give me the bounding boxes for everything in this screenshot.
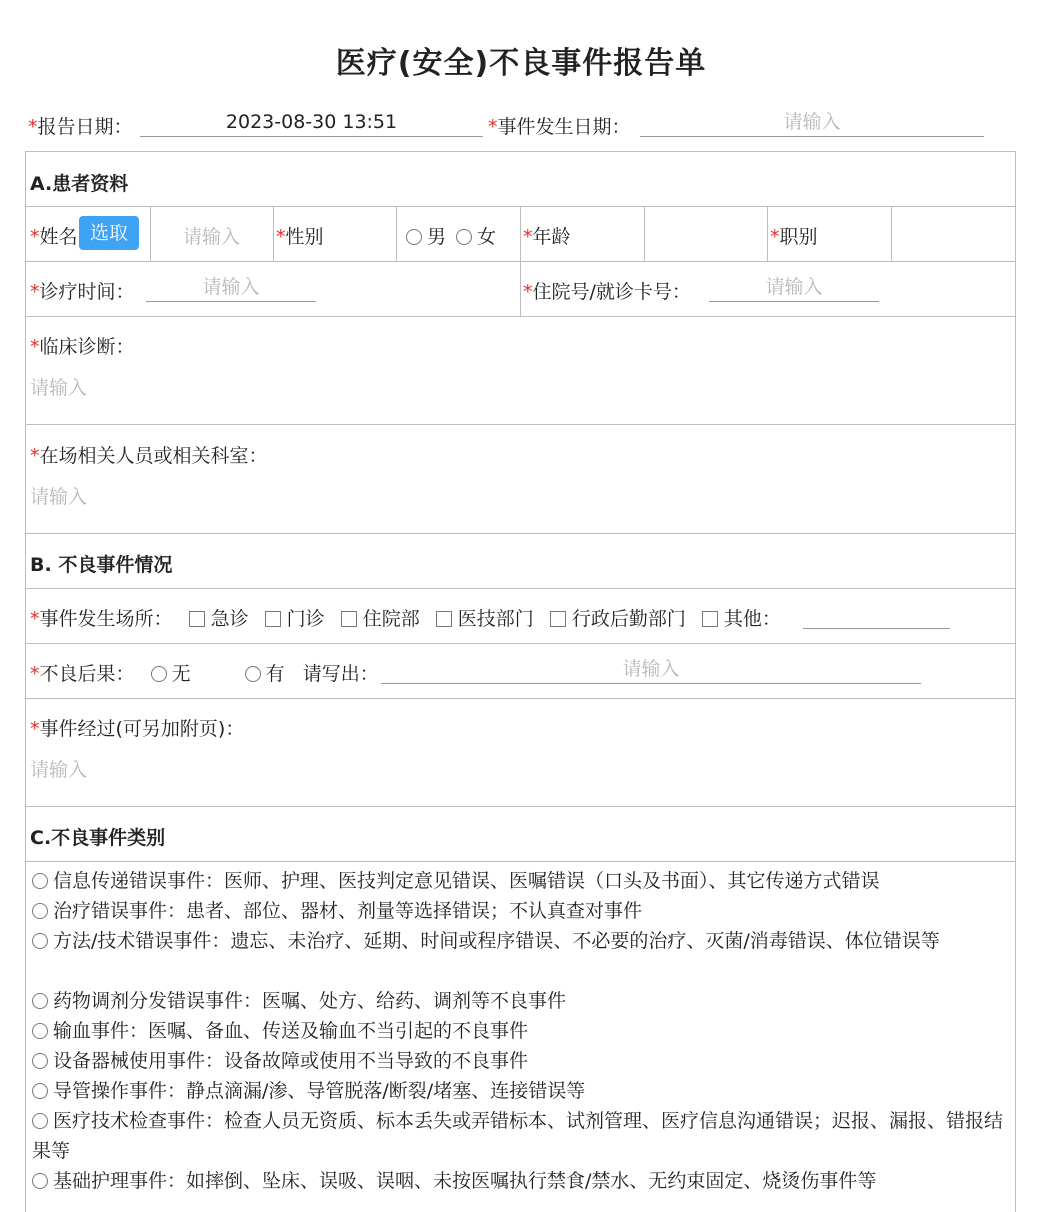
category-option-catheter[interactable]: 导管操作事件：静点滴漏/渗、导管脱落/断裂/堵塞、连接错误等 xyxy=(32,1076,1012,1106)
staff-input[interactable]: 请输入 xyxy=(30,486,88,508)
radio-icon xyxy=(32,903,48,919)
place-outpatient-option[interactable]: 门诊 xyxy=(265,608,325,630)
visit-time-input[interactable]: 请输入 xyxy=(146,273,316,302)
consequence-row: *不良后果： 无 有 请写出： xyxy=(30,663,379,685)
category-option-transfusion[interactable]: 输血事件：医嘱、备血、传送及输血不当引起的不良事件 xyxy=(32,1016,1012,1046)
hospital-no-input[interactable]: 请输入 xyxy=(709,273,879,302)
write-label: 请写出： xyxy=(302,663,379,685)
category-option-treatment[interactable]: 治疗错误事件：患者、部位、器材、剂量等选择错误；不认真查对事件 xyxy=(32,896,1012,926)
name-input[interactable]: 请输入 xyxy=(182,226,240,248)
checkbox-icon xyxy=(189,611,205,627)
gender-label: *性别 xyxy=(276,226,324,248)
section-a-title: A.患者资料 xyxy=(30,173,129,195)
place-admin-option[interactable]: 行政后勤部门 xyxy=(550,608,686,630)
section-b-title: B. 不良事件情况 xyxy=(30,554,173,576)
category-option-exam[interactable]: 医疗技术检查事件：检查人员无资质、标本丢失或弄错标本、试剂管理、医疗信息沟通错误；迟报、漏报、错报结果等 xyxy=(32,1110,1004,1162)
radio-icon xyxy=(456,229,472,245)
radio-icon xyxy=(406,229,422,245)
checkbox-icon xyxy=(702,611,718,627)
event-place-label: 事件发生场所： xyxy=(39,608,173,630)
report-date-label: *报告日期： xyxy=(28,116,133,138)
diagnosis-label: *临床诊断： xyxy=(30,336,135,358)
report-table xyxy=(25,151,1016,1212)
consequence-detail-input[interactable]: 请输入 xyxy=(381,655,921,684)
radio-icon xyxy=(32,873,48,889)
radio-icon xyxy=(32,993,48,1009)
checkbox-icon xyxy=(265,611,281,627)
place-er-option[interactable]: 急诊 xyxy=(189,608,249,630)
event-date-label: *事件发生日期： xyxy=(488,116,631,138)
age-label: *年龄 xyxy=(523,226,571,248)
radio-icon xyxy=(32,1173,48,1189)
category-option-drug[interactable]: 药物调剂分发错误事件：医嘱、处方、给药、调剂等不良事件 xyxy=(32,986,1012,1016)
consequence-yes-option[interactable]: 有 xyxy=(245,663,285,685)
checkbox-icon xyxy=(550,611,566,627)
diagnosis-input[interactable]: 请输入 xyxy=(30,377,88,399)
staff-label: *在场相关人员或相关科室： xyxy=(30,445,268,467)
checkbox-icon xyxy=(341,611,357,627)
hospital-no-label: *住院号/就诊卡号： xyxy=(523,281,691,303)
radio-icon xyxy=(151,666,167,682)
gender-female-option[interactable]: 女 xyxy=(456,222,496,249)
radio-icon xyxy=(32,933,48,949)
rank-input[interactable] xyxy=(892,208,1013,260)
section-c-title: C.不良事件类别 xyxy=(30,827,166,849)
event-date-field[interactable]: 请输入 xyxy=(640,108,984,137)
category-option-nursing[interactable]: 基础护理事件：如摔倒、坠床、误吸、误咽、未按医嘱执行禁食/禁水、无约束固定、烧烫伤事件等 xyxy=(32,1166,1012,1196)
consequence-label: 不良后果： xyxy=(39,663,135,685)
consequence-none-option[interactable]: 无 xyxy=(151,663,191,685)
place-medtech-option[interactable]: 医技部门 xyxy=(436,608,534,630)
category-option-device[interactable]: 设备器械使用事件：设备故障或使用不当导致的不良事件 xyxy=(32,1046,1012,1076)
name-label: *姓名 xyxy=(30,226,78,248)
process-input[interactable]: 请输入 xyxy=(30,759,88,781)
checkbox-icon xyxy=(436,611,452,627)
category-option-info[interactable]: 信息传递错误事件：医师、护理、医技判定意见错误、医嘱错误（口头及书面）、其它传递方式错误 xyxy=(32,866,1012,896)
place-inpatient-option[interactable]: 住院部 xyxy=(341,608,420,630)
rank-label: *职别 xyxy=(770,226,818,248)
radio-icon xyxy=(32,1053,48,1069)
event-place-row: *事件发生场所： 急诊 门诊 住院部 医技部门 行政后勤部门 其他： xyxy=(30,608,781,630)
radio-icon xyxy=(32,1023,48,1039)
radio-icon xyxy=(32,1113,48,1129)
radio-icon xyxy=(32,1083,48,1099)
report-date-field[interactable]: 2023-08-30 13:51 xyxy=(140,108,483,137)
gender-male-option[interactable]: 男 xyxy=(406,222,446,249)
select-patient-button[interactable]: 选取 xyxy=(79,216,139,250)
visit-time-label: *诊疗时间： xyxy=(30,281,135,303)
place-other-option[interactable]: 其他： xyxy=(702,608,781,630)
category-option-method[interactable]: 方法/技术错误事件：遗忘、未治疗、延期、时间或程序错误、不必要的治疗、灭菌/消毒错误、体位错误等 xyxy=(32,926,1012,956)
process-label: *事件经过(可另加附页)： xyxy=(30,718,245,740)
age-input[interactable] xyxy=(645,208,766,260)
radio-icon xyxy=(245,666,261,682)
place-other-input[interactable] xyxy=(803,628,950,629)
page-title: 医疗(安全)不良事件报告单 xyxy=(335,46,707,81)
